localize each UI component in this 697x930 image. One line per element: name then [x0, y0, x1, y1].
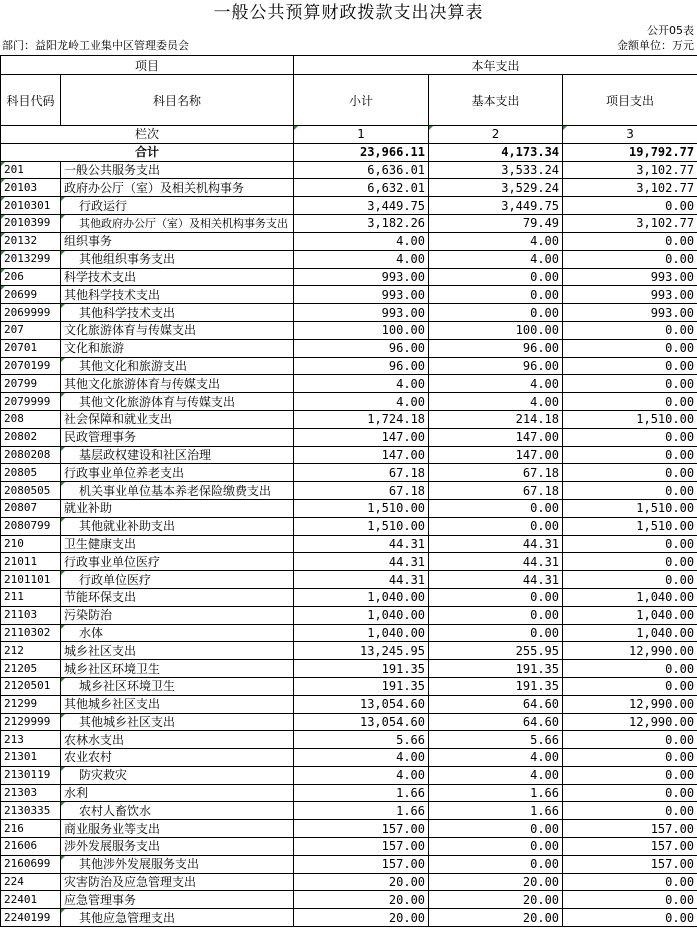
row-project: 0.00 [563, 731, 697, 749]
row-name: 其他政府办公厅（室）及相关机构事务支出 [61, 214, 294, 232]
row-name: 城乡社区环境卫生 [61, 677, 294, 695]
row-code: 211 [1, 588, 61, 606]
row-project: 0.00 [563, 446, 697, 464]
row-name: 其他科学技术支出 [61, 304, 294, 322]
row-code: 2069999 [1, 304, 61, 322]
row-code: 2129999 [1, 713, 61, 731]
row-code: 2010301 [1, 197, 61, 215]
row-name: 节能环保支出 [61, 588, 294, 606]
row-project: 0.00 [563, 428, 697, 446]
table-row [1, 393, 697, 411]
table-row [1, 161, 697, 179]
row-subtotal: 20.00 [294, 891, 429, 909]
row-basic: 4.00 [429, 232, 563, 250]
row-subtotal: 3,449.75 [294, 197, 429, 215]
table-row [1, 891, 697, 909]
row-basic: 1.66 [429, 784, 563, 802]
row-name: 应急管理事务 [61, 891, 294, 909]
table-row [1, 749, 697, 767]
row-subtotal: 1,040.00 [294, 606, 429, 624]
row-code: 2130119 [1, 766, 61, 784]
row-code: 21205 [1, 660, 61, 678]
row-basic: 44.31 [429, 553, 563, 571]
row-subtotal: 4.00 [294, 749, 429, 767]
row-project: 1,040.00 [563, 624, 697, 642]
row-basic: 67.18 [429, 464, 563, 482]
row-code: 213 [1, 731, 61, 749]
expenditure-table [0, 55, 697, 927]
row-project: 12,990.00 [563, 642, 697, 660]
row-basic: 5.66 [429, 731, 563, 749]
row-basic: 4.00 [429, 375, 563, 393]
row-name: 行政运行 [61, 197, 294, 215]
row-project: 993.00 [563, 304, 697, 322]
row-subtotal: 1,724.18 [294, 410, 429, 428]
row-project: 0.00 [563, 357, 697, 375]
table-row [1, 321, 697, 339]
row-project: 0.00 [563, 571, 697, 589]
row-project: 0.00 [563, 464, 697, 482]
row-code: 2110302 [1, 624, 61, 642]
header-current-year: 本年支出 [294, 56, 697, 75]
table-row [1, 286, 697, 304]
row-subtotal: 44.31 [294, 535, 429, 553]
row-code: 20701 [1, 339, 61, 357]
row-basic: 1.66 [429, 802, 563, 820]
row-name: 城乡社区环境卫生 [61, 660, 294, 678]
row-basic: 4.00 [429, 766, 563, 784]
row-subtotal: 6,632.01 [294, 179, 429, 197]
page-title: 一般公共预算财政拨款支出决算表 [213, 3, 484, 23]
row-subtotal: 4.00 [294, 393, 429, 411]
row-subtotal: 1,510.00 [294, 517, 429, 535]
row-subtotal: 4.00 [294, 250, 429, 268]
table-row [1, 660, 697, 678]
row-subtotal: 67.18 [294, 464, 429, 482]
lanci-label: 栏次 [1, 126, 294, 144]
row-project: 0.00 [563, 375, 697, 393]
row-project: 12,990.00 [563, 695, 697, 713]
row-code: 201 [1, 161, 61, 179]
row-project: 157.00 [563, 838, 697, 856]
row-subtotal: 20.00 [294, 909, 429, 927]
table-row [1, 179, 697, 197]
row-project: 0.00 [563, 891, 697, 909]
row-code: 2130335 [1, 802, 61, 820]
row-name: 污染防治 [61, 606, 294, 624]
row-code: 207 [1, 321, 61, 339]
table-row [1, 535, 697, 553]
table-row [1, 909, 697, 927]
row-basic: 0.00 [429, 855, 563, 873]
row-project: 0.00 [563, 677, 697, 695]
row-basic: 4.00 [429, 749, 563, 767]
row-name: 科学技术支出 [61, 268, 294, 286]
row-name: 农村人畜饮水 [61, 802, 294, 820]
total-row [1, 143, 697, 161]
row-project: 12,990.00 [563, 713, 697, 731]
row-code: 21299 [1, 695, 61, 713]
row-name: 其他组织事务支出 [61, 250, 294, 268]
row-subtotal: 157.00 [294, 855, 429, 873]
total-label: 合计 [1, 143, 294, 161]
row-basic: 0.00 [429, 624, 563, 642]
row-name: 政府办公厅（室）及相关机构事务 [61, 179, 294, 197]
table-row [1, 571, 697, 589]
row-code: 20802 [1, 428, 61, 446]
table-row [1, 375, 697, 393]
row-subtotal: 191.35 [294, 677, 429, 695]
row-name: 行政事业单位医疗 [61, 553, 294, 571]
table-row [1, 784, 697, 802]
table-row [1, 428, 697, 446]
row-basic: 20.00 [429, 891, 563, 909]
row-basic: 0.00 [429, 304, 563, 322]
row-name: 防灾救灾 [61, 766, 294, 784]
row-project: 1,040.00 [563, 588, 697, 606]
table-row [1, 214, 697, 232]
row-project: 1,510.00 [563, 499, 697, 517]
table-row [1, 446, 697, 464]
row-code: 2079999 [1, 393, 61, 411]
row-basic: 64.60 [429, 713, 563, 731]
row-project: 0.00 [563, 482, 697, 500]
table-row [1, 197, 697, 215]
row-basic: 20.00 [429, 873, 563, 891]
row-code: 20699 [1, 286, 61, 304]
table-row [1, 855, 697, 873]
row-basic: 0.00 [429, 268, 563, 286]
header-project-exp: 项目支出 [563, 75, 697, 126]
row-subtotal: 1,510.00 [294, 499, 429, 517]
row-project: 0.00 [563, 197, 697, 215]
row-project: 0.00 [563, 660, 697, 678]
row-project: 993.00 [563, 286, 697, 304]
row-subtotal: 13,054.60 [294, 695, 429, 713]
row-name: 其他就业补助支出 [61, 517, 294, 535]
row-subtotal: 5.66 [294, 731, 429, 749]
header-name: 科目名称 [61, 75, 294, 126]
row-code: 21303 [1, 784, 61, 802]
row-basic: 64.60 [429, 695, 563, 713]
row-code: 20103 [1, 179, 61, 197]
row-project: 0.00 [563, 766, 697, 784]
table-row [1, 695, 697, 713]
row-name: 其他涉外发展服务支出 [61, 855, 294, 873]
row-code: 212 [1, 642, 61, 660]
total-subtotal: 23,966.11 [294, 143, 429, 161]
row-subtotal: 147.00 [294, 428, 429, 446]
row-code: 206 [1, 268, 61, 286]
row-name: 其他文化旅游体育与传媒支出 [61, 375, 294, 393]
row-project: 157.00 [563, 820, 697, 838]
row-code: 20132 [1, 232, 61, 250]
row-code: 2080208 [1, 446, 61, 464]
row-name: 就业补助 [61, 499, 294, 517]
row-code: 2120501 [1, 677, 61, 695]
form-number: 公开05表 [647, 24, 694, 37]
row-subtotal: 1,040.00 [294, 624, 429, 642]
row-basic: 0.00 [429, 606, 563, 624]
row-project: 0.00 [563, 393, 697, 411]
table-row [1, 606, 697, 624]
row-subtotal: 147.00 [294, 446, 429, 464]
row-code: 2010399 [1, 214, 61, 232]
row-project: 0.00 [563, 321, 697, 339]
lanci-col-2: 2 [429, 126, 563, 144]
table-row [1, 553, 697, 571]
total-basic: 4,173.34 [429, 143, 563, 161]
table-row [1, 588, 697, 606]
row-basic: 67.18 [429, 482, 563, 500]
row-name: 其他应急管理支出 [61, 909, 294, 927]
unit-label: 金额单位：万元 [617, 39, 694, 52]
header-row-1 [1, 56, 697, 75]
row-code: 2080799 [1, 517, 61, 535]
row-project: 1,510.00 [563, 410, 697, 428]
row-name: 其他科学技术支出 [61, 286, 294, 304]
row-subtotal: 1,040.00 [294, 588, 429, 606]
row-code: 2160699 [1, 855, 61, 873]
header-code: 科目代码 [1, 75, 61, 126]
row-basic: 3,529.24 [429, 179, 563, 197]
row-name: 水利 [61, 784, 294, 802]
row-name: 水体 [61, 624, 294, 642]
row-project: 0.00 [563, 784, 697, 802]
row-code: 224 [1, 873, 61, 891]
row-name: 行政单位医疗 [61, 571, 294, 589]
row-subtotal: 4.00 [294, 375, 429, 393]
table-row [1, 731, 697, 749]
row-subtotal: 44.31 [294, 571, 429, 589]
row-project: 0.00 [563, 553, 697, 571]
row-subtotal: 20.00 [294, 873, 429, 891]
table-row [1, 482, 697, 500]
row-name: 社会保障和就业支出 [61, 410, 294, 428]
row-code: 20799 [1, 375, 61, 393]
row-subtotal: 1.66 [294, 802, 429, 820]
department-label: 部门：益阳龙岭工业集中区管理委员会 [2, 39, 189, 52]
header-project: 项目 [1, 56, 294, 75]
row-subtotal: 1.66 [294, 784, 429, 802]
row-project: 0.00 [563, 232, 697, 250]
lanci-col-1: 1 [294, 126, 429, 144]
row-name: 文化和旅游 [61, 339, 294, 357]
row-basic: 0.00 [429, 588, 563, 606]
row-basic: 96.00 [429, 339, 563, 357]
row-name: 民政管理事务 [61, 428, 294, 446]
row-name: 其他城乡社区支出 [61, 695, 294, 713]
header-subtotal: 小计 [294, 75, 429, 126]
row-basic: 0.00 [429, 517, 563, 535]
row-basic: 20.00 [429, 909, 563, 927]
row-basic: 147.00 [429, 446, 563, 464]
row-basic: 0.00 [429, 838, 563, 856]
row-name: 其他城乡社区支出 [61, 713, 294, 731]
row-basic: 255.95 [429, 642, 563, 660]
row-basic: 147.00 [429, 428, 563, 446]
row-subtotal: 3,182.26 [294, 214, 429, 232]
table-row [1, 713, 697, 731]
row-project: 0.00 [563, 535, 697, 553]
row-basic: 214.18 [429, 410, 563, 428]
row-code: 2240199 [1, 909, 61, 927]
header-row-2 [1, 75, 697, 126]
row-code: 2080505 [1, 482, 61, 500]
row-basic: 79.49 [429, 214, 563, 232]
row-subtotal: 96.00 [294, 357, 429, 375]
lanci-col-3: 3 [563, 126, 697, 144]
table-row [1, 304, 697, 322]
row-project: 1,040.00 [563, 606, 697, 624]
row-basic: 100.00 [429, 321, 563, 339]
row-code: 21103 [1, 606, 61, 624]
row-project: 157.00 [563, 855, 697, 873]
row-name: 其他文化旅游体育与传媒支出 [61, 393, 294, 411]
row-code: 22401 [1, 891, 61, 909]
table-row [1, 802, 697, 820]
row-subtotal: 157.00 [294, 838, 429, 856]
table-row [1, 677, 697, 695]
table-row [1, 464, 697, 482]
row-subtotal: 67.18 [294, 482, 429, 500]
table-row [1, 766, 697, 784]
row-name: 城乡社区支出 [61, 642, 294, 660]
table-row [1, 517, 697, 535]
row-name: 商业服务业等支出 [61, 820, 294, 838]
row-name: 农业农村 [61, 749, 294, 767]
table-row [1, 838, 697, 856]
row-project: 3,102.77 [563, 161, 697, 179]
row-name: 灾害防治及应急管理支出 [61, 873, 294, 891]
row-name: 机关事业单位基本养老保险缴费支出 [61, 482, 294, 500]
row-subtotal: 44.31 [294, 553, 429, 571]
row-project: 1,510.00 [563, 517, 697, 535]
row-code: 2070199 [1, 357, 61, 375]
row-code: 21301 [1, 749, 61, 767]
row-subtotal: 191.35 [294, 660, 429, 678]
table-row [1, 499, 697, 517]
header-basic: 基本支出 [429, 75, 563, 126]
row-project: 0.00 [563, 909, 697, 927]
table-row [1, 624, 697, 642]
row-basic: 4.00 [429, 250, 563, 268]
row-subtotal: 993.00 [294, 286, 429, 304]
row-project: 0.00 [563, 749, 697, 767]
row-subtotal: 4.00 [294, 766, 429, 784]
table-row [1, 339, 697, 357]
row-basic: 0.00 [429, 499, 563, 517]
row-basic: 0.00 [429, 286, 563, 304]
row-name: 一般公共服务支出 [61, 161, 294, 179]
row-basic: 4.00 [429, 393, 563, 411]
row-subtotal: 993.00 [294, 304, 429, 322]
table-row [1, 820, 697, 838]
row-basic: 0.00 [429, 820, 563, 838]
row-name: 卫生健康支出 [61, 535, 294, 553]
row-subtotal: 13,054.60 [294, 713, 429, 731]
row-code: 208 [1, 410, 61, 428]
row-name: 基层政权建设和社区治理 [61, 446, 294, 464]
table-row [1, 873, 697, 891]
row-project: 3,102.77 [563, 179, 697, 197]
row-basic: 3,533.24 [429, 161, 563, 179]
table-row [1, 268, 697, 286]
row-basic: 96.00 [429, 357, 563, 375]
row-project: 993.00 [563, 268, 697, 286]
row-basic: 44.31 [429, 535, 563, 553]
row-basic: 44.31 [429, 571, 563, 589]
row-project: 0.00 [563, 802, 697, 820]
row-subtotal: 4.00 [294, 232, 429, 250]
row-code: 2101101 [1, 571, 61, 589]
row-project: 3,102.77 [563, 214, 697, 232]
table-row [1, 232, 697, 250]
lanci-row [1, 126, 697, 144]
row-name: 其他文化和旅游支出 [61, 357, 294, 375]
row-project: 0.00 [563, 873, 697, 891]
total-project: 19,792.77 [563, 143, 697, 161]
row-basic: 191.35 [429, 677, 563, 695]
row-subtotal: 13,245.95 [294, 642, 429, 660]
row-subtotal: 100.00 [294, 321, 429, 339]
row-code: 2013299 [1, 250, 61, 268]
row-subtotal: 993.00 [294, 268, 429, 286]
row-name: 涉外发展服务支出 [61, 838, 294, 856]
row-basic: 191.35 [429, 660, 563, 678]
row-code: 21606 [1, 838, 61, 856]
row-subtotal: 96.00 [294, 339, 429, 357]
row-name: 组织事务 [61, 232, 294, 250]
table-row [1, 642, 697, 660]
row-project: 0.00 [563, 250, 697, 268]
row-code: 216 [1, 820, 61, 838]
table-row [1, 410, 697, 428]
row-code: 20805 [1, 464, 61, 482]
row-name: 文化旅游体育与传媒支出 [61, 321, 294, 339]
row-code: 21011 [1, 553, 61, 571]
row-basic: 3,449.75 [429, 197, 563, 215]
table-row [1, 250, 697, 268]
row-name: 农林水支出 [61, 731, 294, 749]
row-project: 0.00 [563, 339, 697, 357]
row-code: 210 [1, 535, 61, 553]
row-name: 行政事业单位养老支出 [61, 464, 294, 482]
row-subtotal: 157.00 [294, 820, 429, 838]
row-subtotal: 6,636.01 [294, 161, 429, 179]
row-code: 20807 [1, 499, 61, 517]
table-row [1, 357, 697, 375]
